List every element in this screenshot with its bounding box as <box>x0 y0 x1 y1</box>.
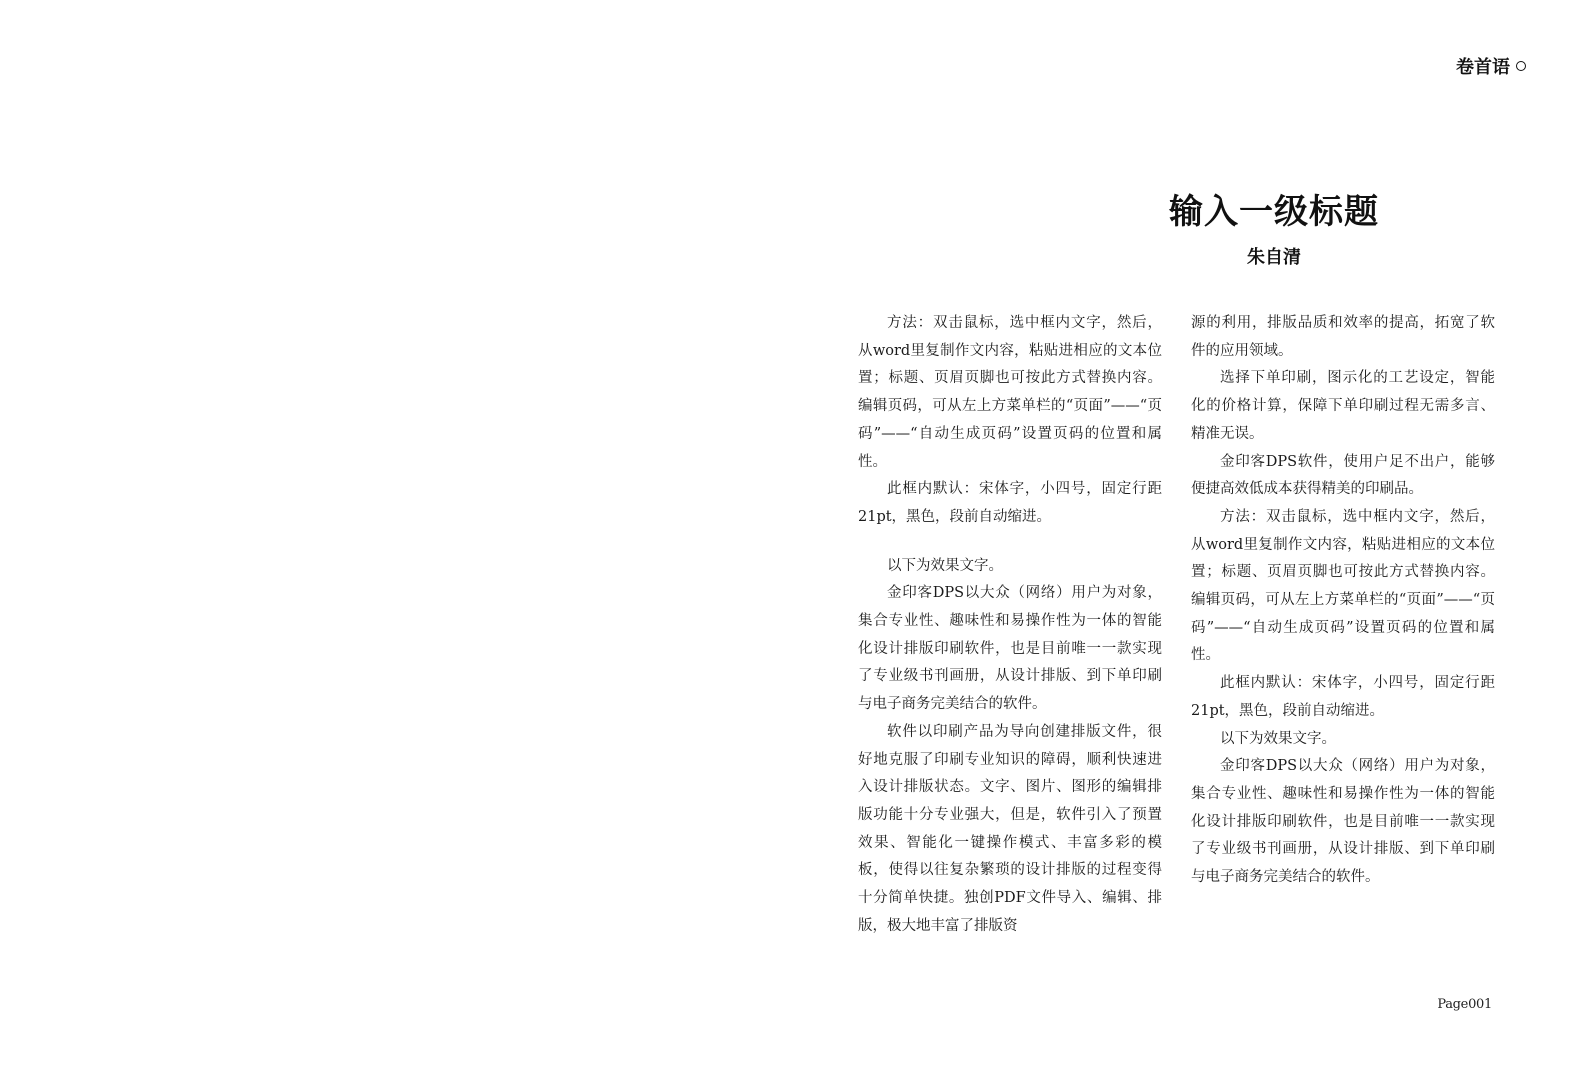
paragraph: 金印客DPS以大众（网络）用户为对象，集合专业性、趣味性和易操作性为一体的智能化设计排版印刷软件，也是目前唯一一款实现了专业级书刊画册，从设计排版、到下单印刷与电子商务完美结合的软件。 <box>858 585 1162 713</box>
paragraph-gap <box>858 532 1162 553</box>
running-header <box>1456 53 1526 79</box>
text-column-left <box>858 310 1162 940</box>
article-title: 输入一级标题 <box>1169 192 1379 232</box>
circle-icon <box>1516 61 1526 71</box>
page-number: Page001 <box>1437 997 1492 1012</box>
section-label: 卷首语 <box>1456 57 1510 78</box>
paragraph: 以下为效果文字。 <box>887 557 1003 574</box>
paragraph: 软件以印刷产品为导向创建排版文件，很好地克服了印刷专业知识的障碍，顺利快速进入设计排版状态。文字、图片、图形的编辑排版功能十分专业强大，但是，软件引入了预置效果、智能化一键操作模式、丰富多彩的模板，使得以往复杂繁琐的设计排版的过程变得十分简单快捷。独创PDF文件导入、编辑、排版，极大地丰富了排版资 <box>858 723 1162 934</box>
paragraph: 金印客DPS软件，使用户足不出户，能够便捷高效低成本获得精美的印刷品。 <box>1191 453 1495 498</box>
paragraph: 金印客DPS以大众（网络）用户为对象，集合专业性、趣味性和易操作性为一体的智能化设计排版印刷软件，也是目前唯一一款实现了专业级书刊画册，从设计排版、到下单印刷与电子商务完美结合的软件。 <box>1191 758 1495 886</box>
paragraph: 方法：双击鼠标，选中框内文字，然后，从word里复制作文内容，粘贴进相应的文本位置；标题、页眉页脚也可按此方式替换内容。编辑页码，可从左上方菜单栏的“页面”——“页码”——“自动生成页码”设置页码的位置和属性。 <box>1191 508 1495 664</box>
right-page <box>794 0 1588 1077</box>
paragraph: 源的利用，排版品质和效率的提高，拓宽了软件的应用领域。 <box>1191 315 1495 359</box>
paragraph: 选择下单印刷，图示化的工艺设定，智能化的价格计算，保障下单印刷过程无需多言、精准无误。 <box>1191 370 1495 442</box>
paragraph: 以下为效果文字。 <box>1220 730 1336 747</box>
text-column-right <box>1191 310 1495 892</box>
paragraph: 方法：双击鼠标，选中框内文字，然后，从word里复制作文内容，粘贴进相应的文本位置；标题、页眉页脚也可按此方式替换内容。编辑页码，可从左上方菜单栏的“页面”——“页码”——“自动生成页码”设置页码的位置和属性。 <box>858 315 1162 470</box>
paragraph: 此框内默认：宋体字，小四号，固定行距21pt，黑色，段前自动缩进。 <box>858 481 1162 525</box>
article-author: 朱自清 <box>1247 247 1301 268</box>
paragraph: 此框内默认：宋体字，小四号，固定行距21pt，黑色，段前自动缩进。 <box>1191 675 1495 719</box>
